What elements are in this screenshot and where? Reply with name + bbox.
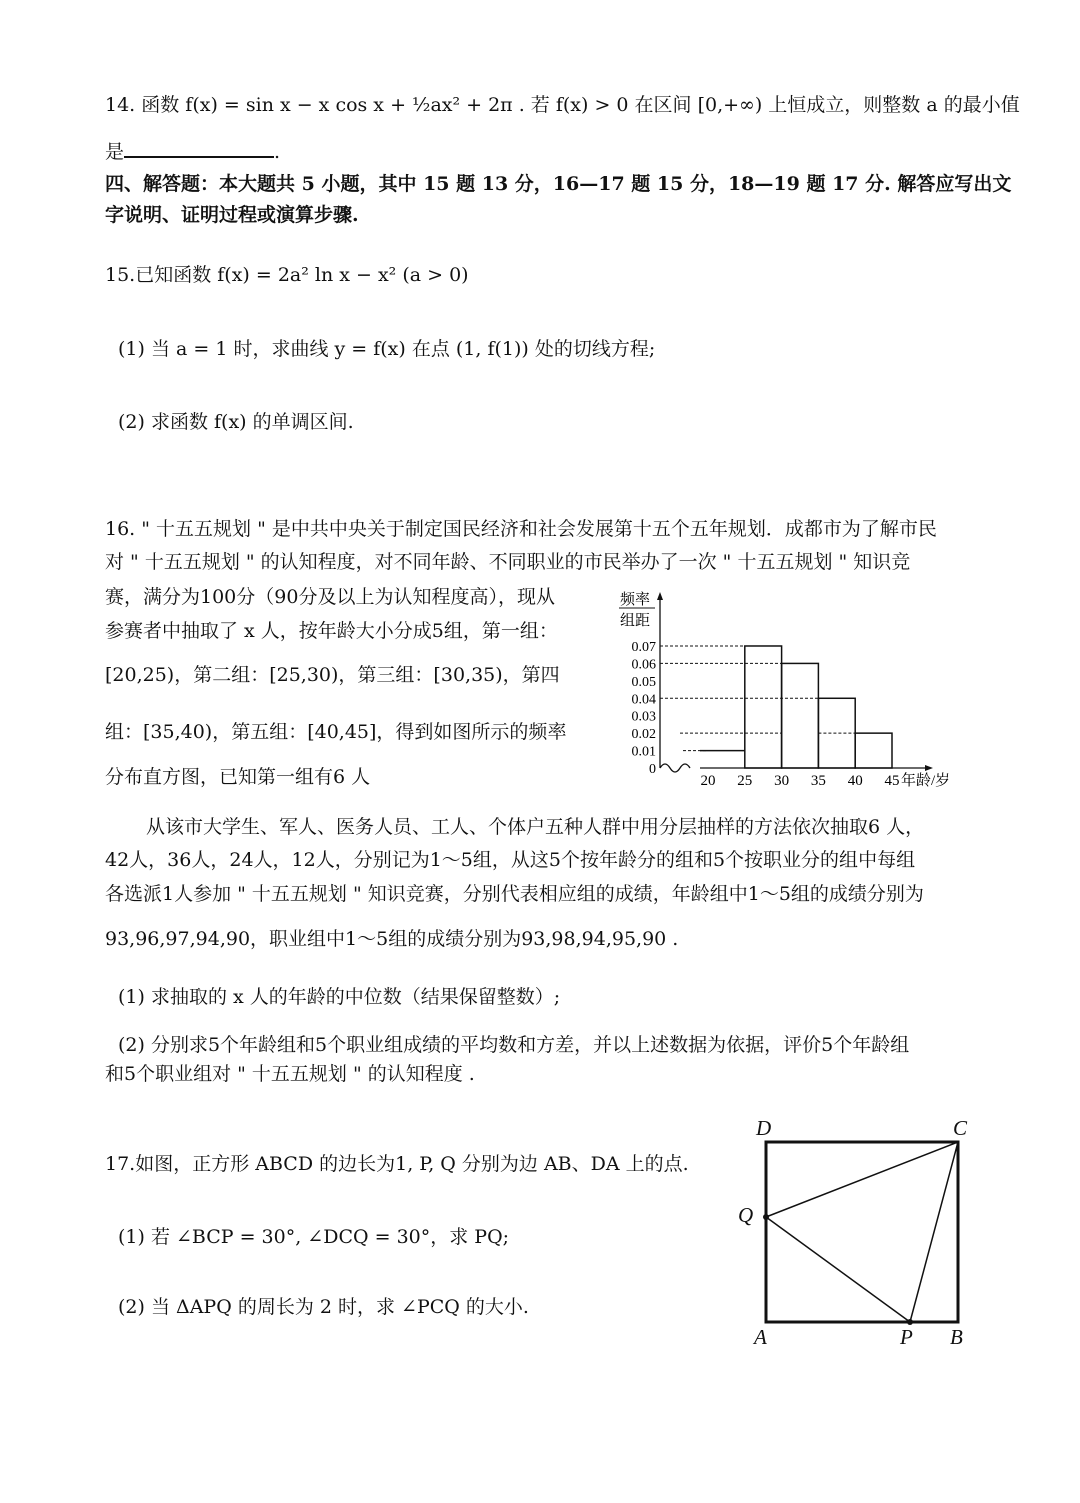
histogram-bar xyxy=(855,733,892,768)
q16-line: 参赛者中抽取了 x 人，按年龄大小分成5组，第一组： xyxy=(105,620,558,642)
q14-suffix: . xyxy=(274,141,281,163)
y-tick-label: 0.04 xyxy=(631,692,656,708)
y-tick-label: 0.05 xyxy=(631,674,656,690)
q16-line: 对 " 十五五规划 " 的认知程度，对不同年龄、不同职业的市民举办了一次 " 十五五规划 " 知识竞 xyxy=(105,551,911,573)
q15-part1: (1) 当 a = 1 时，求曲线 y = f(x) 在点 (1, f(1)) 处的切线方程; xyxy=(118,338,656,360)
q14-line2 xyxy=(105,142,280,162)
segment-pc xyxy=(910,1142,958,1322)
q15-part2: (2) 求函数 f(x) 的单调区间. xyxy=(118,411,354,433)
q17-stem: 17.如图，正方形 ABCD 的边长为1, P, Q 分别为边 AB、DA 上的点. xyxy=(105,1153,689,1175)
q16-para2-line: 从该市大学生、军人、医务人员、工人、个体户五种人群中用分层抽样的方法依次抽取6 人， xyxy=(146,816,925,838)
q16-part1: (1) 求抽取的 x 人的年龄的中位数（结果保留整数）; xyxy=(118,986,561,1008)
segment-qp xyxy=(766,1217,910,1322)
x-tick-label: 25 xyxy=(737,773,753,789)
histogram-bar xyxy=(745,646,782,768)
q17-part1: (1) 若 ∠BCP = 30°, ∠DCQ = 30°，求 PQ; xyxy=(118,1226,510,1248)
square-diagram xyxy=(730,1110,990,1350)
label-b: B xyxy=(950,1325,963,1349)
q16-line: [20,25)，第二组：[25,30)，第三组：[30,35)，第四 xyxy=(105,664,560,686)
section4-line2: 字说明、证明过程或演算步骤. xyxy=(105,204,359,226)
square-abcd xyxy=(766,1142,958,1322)
y-axis-arrow xyxy=(657,592,663,600)
histogram-bar xyxy=(782,663,819,768)
y-label-bottom: 组距 xyxy=(620,613,651,629)
x-axis-label: 年龄/岁 xyxy=(901,773,951,789)
x-tick-label: 45 xyxy=(884,773,900,789)
y-tick-label: 0.01 xyxy=(631,744,656,760)
label-d: D xyxy=(756,1116,772,1140)
label-q: Q xyxy=(738,1203,754,1227)
label-c: C xyxy=(953,1116,968,1140)
x-tick-label: 30 xyxy=(774,773,790,789)
y-tick-label: 0.02 xyxy=(631,727,656,743)
q16-line: 赛，满分为100分（90分及以上为认知程度高），现从 xyxy=(105,586,555,608)
q16-part2-line1: (2) 分别求5个年龄组和5个职业组成绩的平均数和方差，并以上述数据为依据，评价5个年龄组 xyxy=(118,1034,910,1056)
label-p: P xyxy=(900,1325,913,1349)
q16-line: 16. " 十五五规划 " 是中共中央关于制定国民经济和社会发展第十五个五年规划．成都市为了解市民 xyxy=(105,518,937,540)
y-tick-label: 0.07 xyxy=(631,639,656,655)
frequency-histogram xyxy=(600,585,1000,795)
q14-line1: 14. 函数 f(x) = sin x − x cos x + ½ax² + 2π . 若 f(x) > 0 在区间 [0,+∞) 上恒成立，则整数 a 的最小值 xyxy=(105,94,1020,116)
q16-part2-line2: 和5个职业组对 " 十五五规划 " 的认知程度 . xyxy=(105,1063,475,1085)
q16-line: 分布直方图，已知第一组有6 人 xyxy=(105,766,371,788)
x-axis-arrow xyxy=(925,765,933,771)
section4-line1: 四、解答题：本大题共 5 小题，其中 15 题 13 分，16—17 题 15 分，18—19 题 17 分. 解答应写出文 xyxy=(105,173,1012,195)
x-tick-label: 35 xyxy=(810,773,826,789)
segment-qc xyxy=(766,1142,958,1217)
answer-blank[interactable] xyxy=(124,142,274,158)
q17-part2: (2) 当 ΔAPQ 的周长为 2 时，求 ∠PCQ 的大小. xyxy=(118,1296,529,1318)
y-label-top: 频率 xyxy=(620,592,651,608)
q16-para2-line: 42人，36人，24人，12人，分别记为1～5组，从这5个按年龄分的组和5个按职业分的组中每组 xyxy=(105,849,916,871)
label-a: A xyxy=(754,1325,767,1349)
q16-line: 组：[35,40)，第五组：[40,45]，得到如图所示的频率 xyxy=(105,721,567,743)
q16-para2-line: 各选派1人参加 " 十五五规划 " 知识竞赛，分别代表相应组的成绩，年龄组中1～5组的成绩分别为 xyxy=(105,883,924,905)
axis-break-icon xyxy=(660,764,690,772)
x-tick-label: 40 xyxy=(847,773,863,789)
q15-stem: 15.已知函数 f(x) = 2a² ln x − x² (a > 0) xyxy=(105,264,469,286)
x-tick-label: 20 xyxy=(700,773,716,789)
y-tick-label: 0.03 xyxy=(631,709,656,725)
y-tick-label: 0.06 xyxy=(631,657,656,673)
y-tick-label: 0 xyxy=(649,762,656,777)
q16-para2-line: 93,96,97,94,90，职业组中1～5组的成绩分别为93,98,94,95,90 . xyxy=(105,928,679,950)
q14-prefix: 是 xyxy=(105,141,125,163)
point-q xyxy=(763,1214,769,1220)
